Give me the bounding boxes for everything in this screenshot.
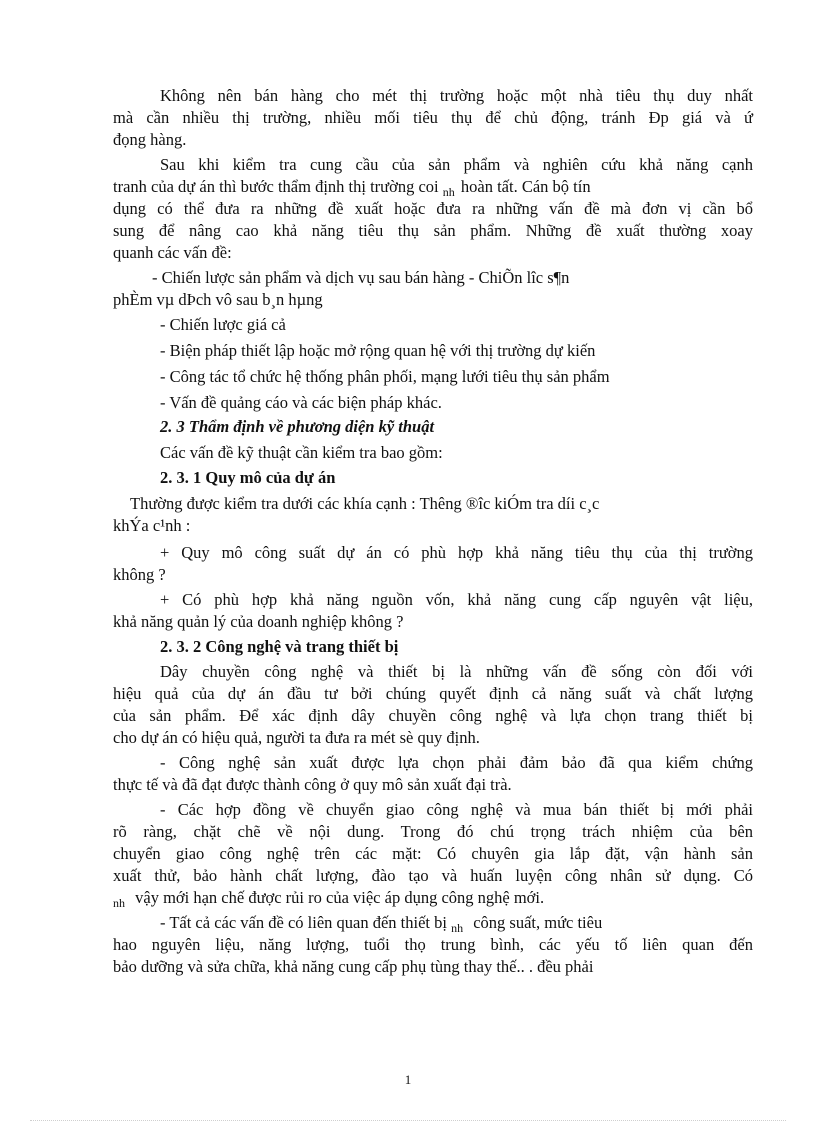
body-text-line: mà cần nhiều thị trường, nhiều mối tiêu thụ để chủ động, tránh Đp giá và ứ — [113, 108, 753, 127]
body-text-line: Không nên bán hàng cho mét thị trường hoặc một nhà tiêu thụ duy nhất — [160, 86, 753, 105]
body-text-line: phÈm vµ dÞch vô sau b¸n hµng — [113, 290, 323, 309]
body-text-line: hiệu quả của dự án đầu tư bởi chúng quyết định cả năng suất và chất lượng — [113, 684, 753, 703]
body-text-line: đọng hàng. — [113, 130, 187, 149]
body-text-line: - Các hợp đồng về chuyển giao công nghệ và mua bán thiết bị mới phải — [160, 800, 753, 819]
subscript-mark: nh — [451, 921, 464, 935]
text-span: vậy mới hạn chế được rủi ro của việc áp dụng công nghệ mới. — [135, 888, 545, 907]
body-text-line: chuyển giao công nghệ trên các mặt: Có chuyên gia lắp đặt, vận hành sản — [113, 844, 753, 863]
body-text-line: hao nguyên liệu, năng lượng, tuổi thọ trung bình, các yếu tố liên quan đến — [113, 935, 753, 954]
subsection-heading: 2. 3. 1 Quy mô của dự án — [160, 468, 336, 487]
text-span: hoàn tất. Cán bộ tín — [460, 177, 591, 196]
text-span: tranh của dự án thì bước thẩm định thị trường coi — [113, 177, 439, 196]
list-item: - Biện pháp thiết lập hoặc mở rộng quan hệ với thị trường dự kiến — [160, 341, 596, 360]
body-text-line: xuất thử, bảo hành chất lượng, đào tạo và huấn luyện công nhân sử dụng. Có — [113, 866, 753, 885]
body-text-line: của sản phẩm. Để xác định dây chuyền công nghệ và lựa chọn trang thiết bị — [113, 706, 753, 725]
body-text-line: Các vấn đề kỹ thuật cần kiểm tra bao gồm: — [160, 443, 443, 462]
body-text-line: + Có phù hợp khả năng nguồn vốn, khả năng cung cấp nguyên vật liệu, — [160, 590, 753, 609]
list-item: - Chiến lược giá cả — [160, 315, 286, 334]
body-text-line: dụng có thể đưa ra những đề xuất hoặc đưa ra những vấn đề mà đơn vị cần bổ — [113, 199, 753, 218]
body-text-line: - Công nghệ sản xuất được lựa chọn phải đảm bảo đã qua kiểm chứng — [160, 753, 753, 772]
body-text-line — [113, 888, 753, 909]
body-text-line: - Chiến lược sản phẩm và dịch vụ sau bán hàng - ChiÕn lîc s¶n — [152, 268, 570, 287]
footer-divider — [30, 1120, 786, 1121]
body-text-line: + Quy mô công suất dự án có phù hợp khả năng tiêu thụ của thị trường — [160, 543, 753, 562]
body-text-line: bảo dưỡng và sửa chữa, khả năng cung cấp phụ tùng thay thế.. . đều phải — [113, 957, 594, 976]
list-item: - Vấn đề quảng cáo và các biện pháp khác. — [160, 393, 442, 412]
subsection-heading: 2. 3. 2 Công nghệ và trang thiết bị — [160, 637, 399, 656]
text-span: - Tất cả các vấn đề có liên quan đến thiết bị — [160, 913, 447, 932]
body-text-line: Thường được kiểm tra dưới các khía cạnh : Thêng ®îc kiÓm tra díi c¸c — [130, 494, 600, 513]
body-text-line: Dây chuyền công nghệ và thiết bị là những vấn đề sống còn đối với — [160, 662, 753, 681]
body-text-line: quanh các vấn đề: — [113, 243, 232, 262]
subscript-mark: nh — [442, 185, 455, 199]
subscript-mark: nh — [113, 896, 125, 910]
body-text-line: khả năng quản lý của doanh nghiệp không ? — [113, 612, 404, 631]
body-text-line: khÝa c¹nh : — [113, 516, 191, 535]
body-text-line: thực tế và đã đạt được thành công ở quy mô sản xuất đại trà. — [113, 775, 512, 794]
body-text-line — [160, 913, 753, 934]
body-text-line: Sau khi kiểm tra cung cầu của sản phẩm và nghiên cứu khả năng cạnh — [160, 155, 753, 174]
body-text-line — [113, 177, 753, 198]
list-item: - Công tác tổ chức hệ thống phân phối, mạng lưới tiêu thụ sản phẩm — [160, 367, 610, 386]
text-span: công suất, mức tiêu — [473, 913, 603, 932]
body-text-line: rõ ràng, chặt chẽ về nội dung. Trong đó chú trọng trách nhiệm của bên — [113, 822, 753, 841]
section-heading: 2. 3 Thẩm định về phương diện kỹ thuật — [160, 417, 435, 436]
body-text-line: cho dự án có hiệu quả, người ta đưa ra mét sè quy định. — [113, 728, 480, 747]
page-number: 1 — [404, 1072, 412, 1087]
body-text-line: không ? — [113, 565, 166, 584]
body-text-line: sung để nâng cao khả năng tiêu thụ sản phẩm. Những đề xuất thường xoay — [113, 221, 753, 240]
